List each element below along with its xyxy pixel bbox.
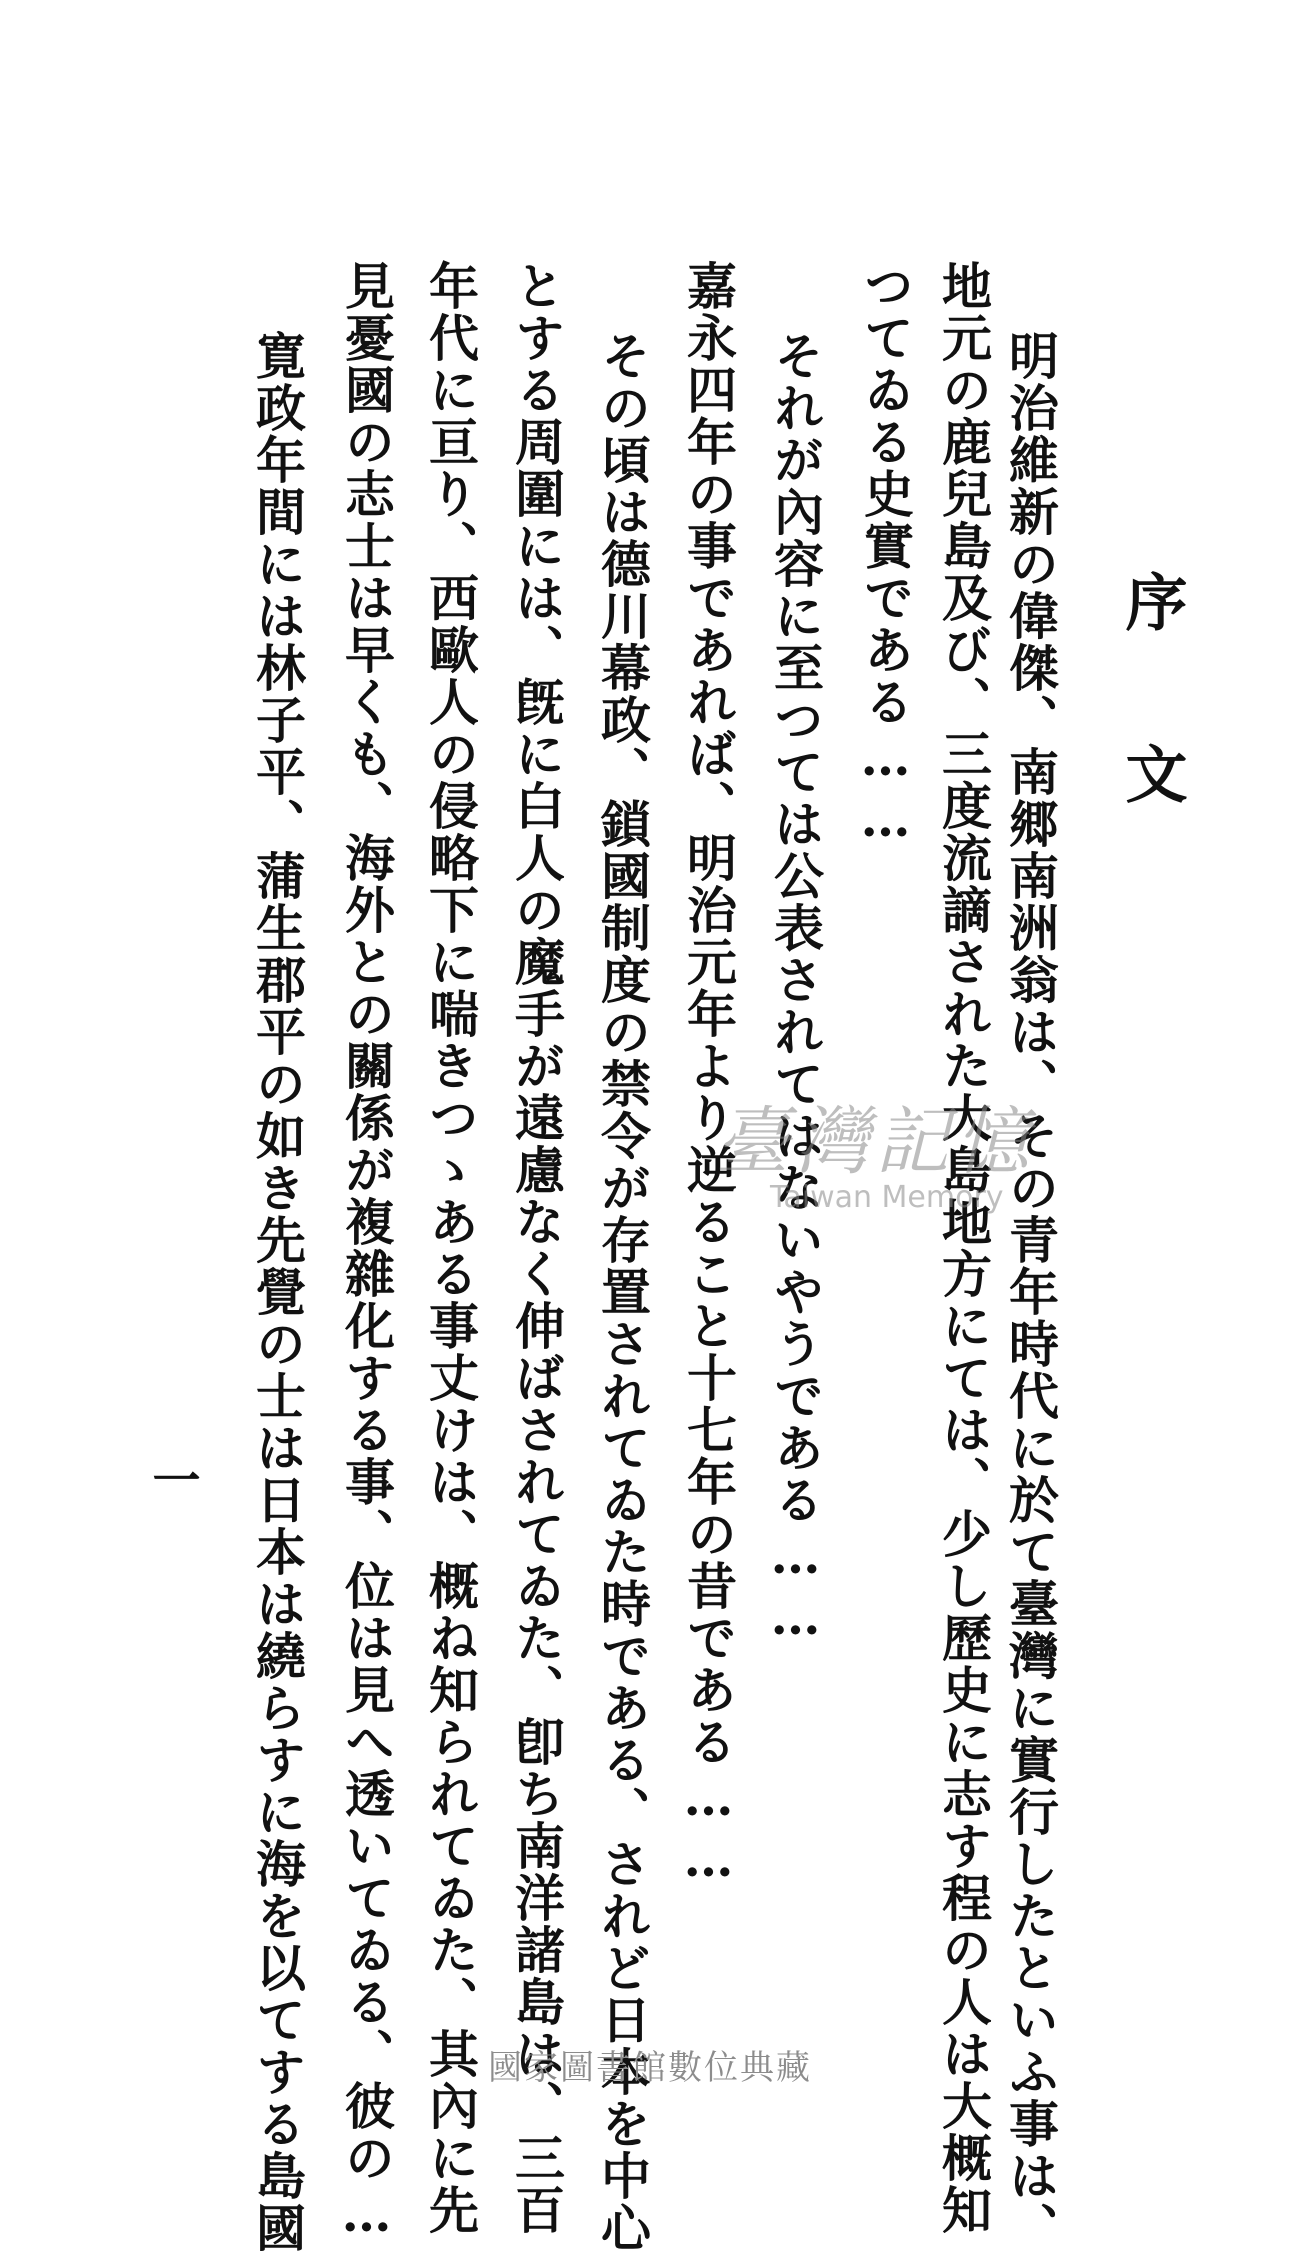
footer-credit: 國家圖書館數位典藏	[488, 2048, 812, 2088]
page-number: 一	[144, 1455, 200, 1503]
text-column-10: 寛政年間には林子平、蒲生郡平の如き先覺の士は日本は繞らすに海を以てする島國	[248, 330, 307, 2254]
text-column-8: 年代に亘り、西歐人の侵略下に喘きつゝある事丈けは、概ね知られてゐた、其內に先	[421, 260, 480, 2236]
text-column-9: 見憂國の志士は早くも、海外との關係が複雜化する事、位は見へ透いてゐる、彼の…	[337, 260, 396, 2245]
text-column-2: 地元の鹿兒島及び、三度流謫された大島地方にては、少し歷史に志す程の人は大概知	[934, 260, 993, 2236]
watermark-script: 臺灣記憶	[715, 1099, 1035, 1185]
text-column-7: とする周圍には、旣に白人の魔手が遠慮なく伸ばされてゐた、卽ち南洋諸島は、三百	[507, 260, 566, 2236]
page-title: 序文	[1115, 570, 1188, 914]
watermark-latin: Taiwan Memory	[770, 1180, 1004, 1215]
text-column-4: それが內容に至つては公表されてはないやうである……	[766, 330, 825, 1648]
text-column-1: 明治維新の偉傑、南郷南洲翁は、その青年時代に於て臺灣に實行したといふ事は、	[1001, 330, 1060, 2254]
text-column-5: 嘉永四年の事であれば、明治元年より逆ること十七年の昔である……	[679, 260, 738, 1890]
text-column-6: その頃は德川幕政、鎖國制度の禁令が存置されてゐた時である、されど日本を中心	[593, 330, 652, 2254]
text-column-3: つてゐる史實である……	[856, 260, 915, 850]
watermark-logo	[640, 1099, 1110, 1225]
